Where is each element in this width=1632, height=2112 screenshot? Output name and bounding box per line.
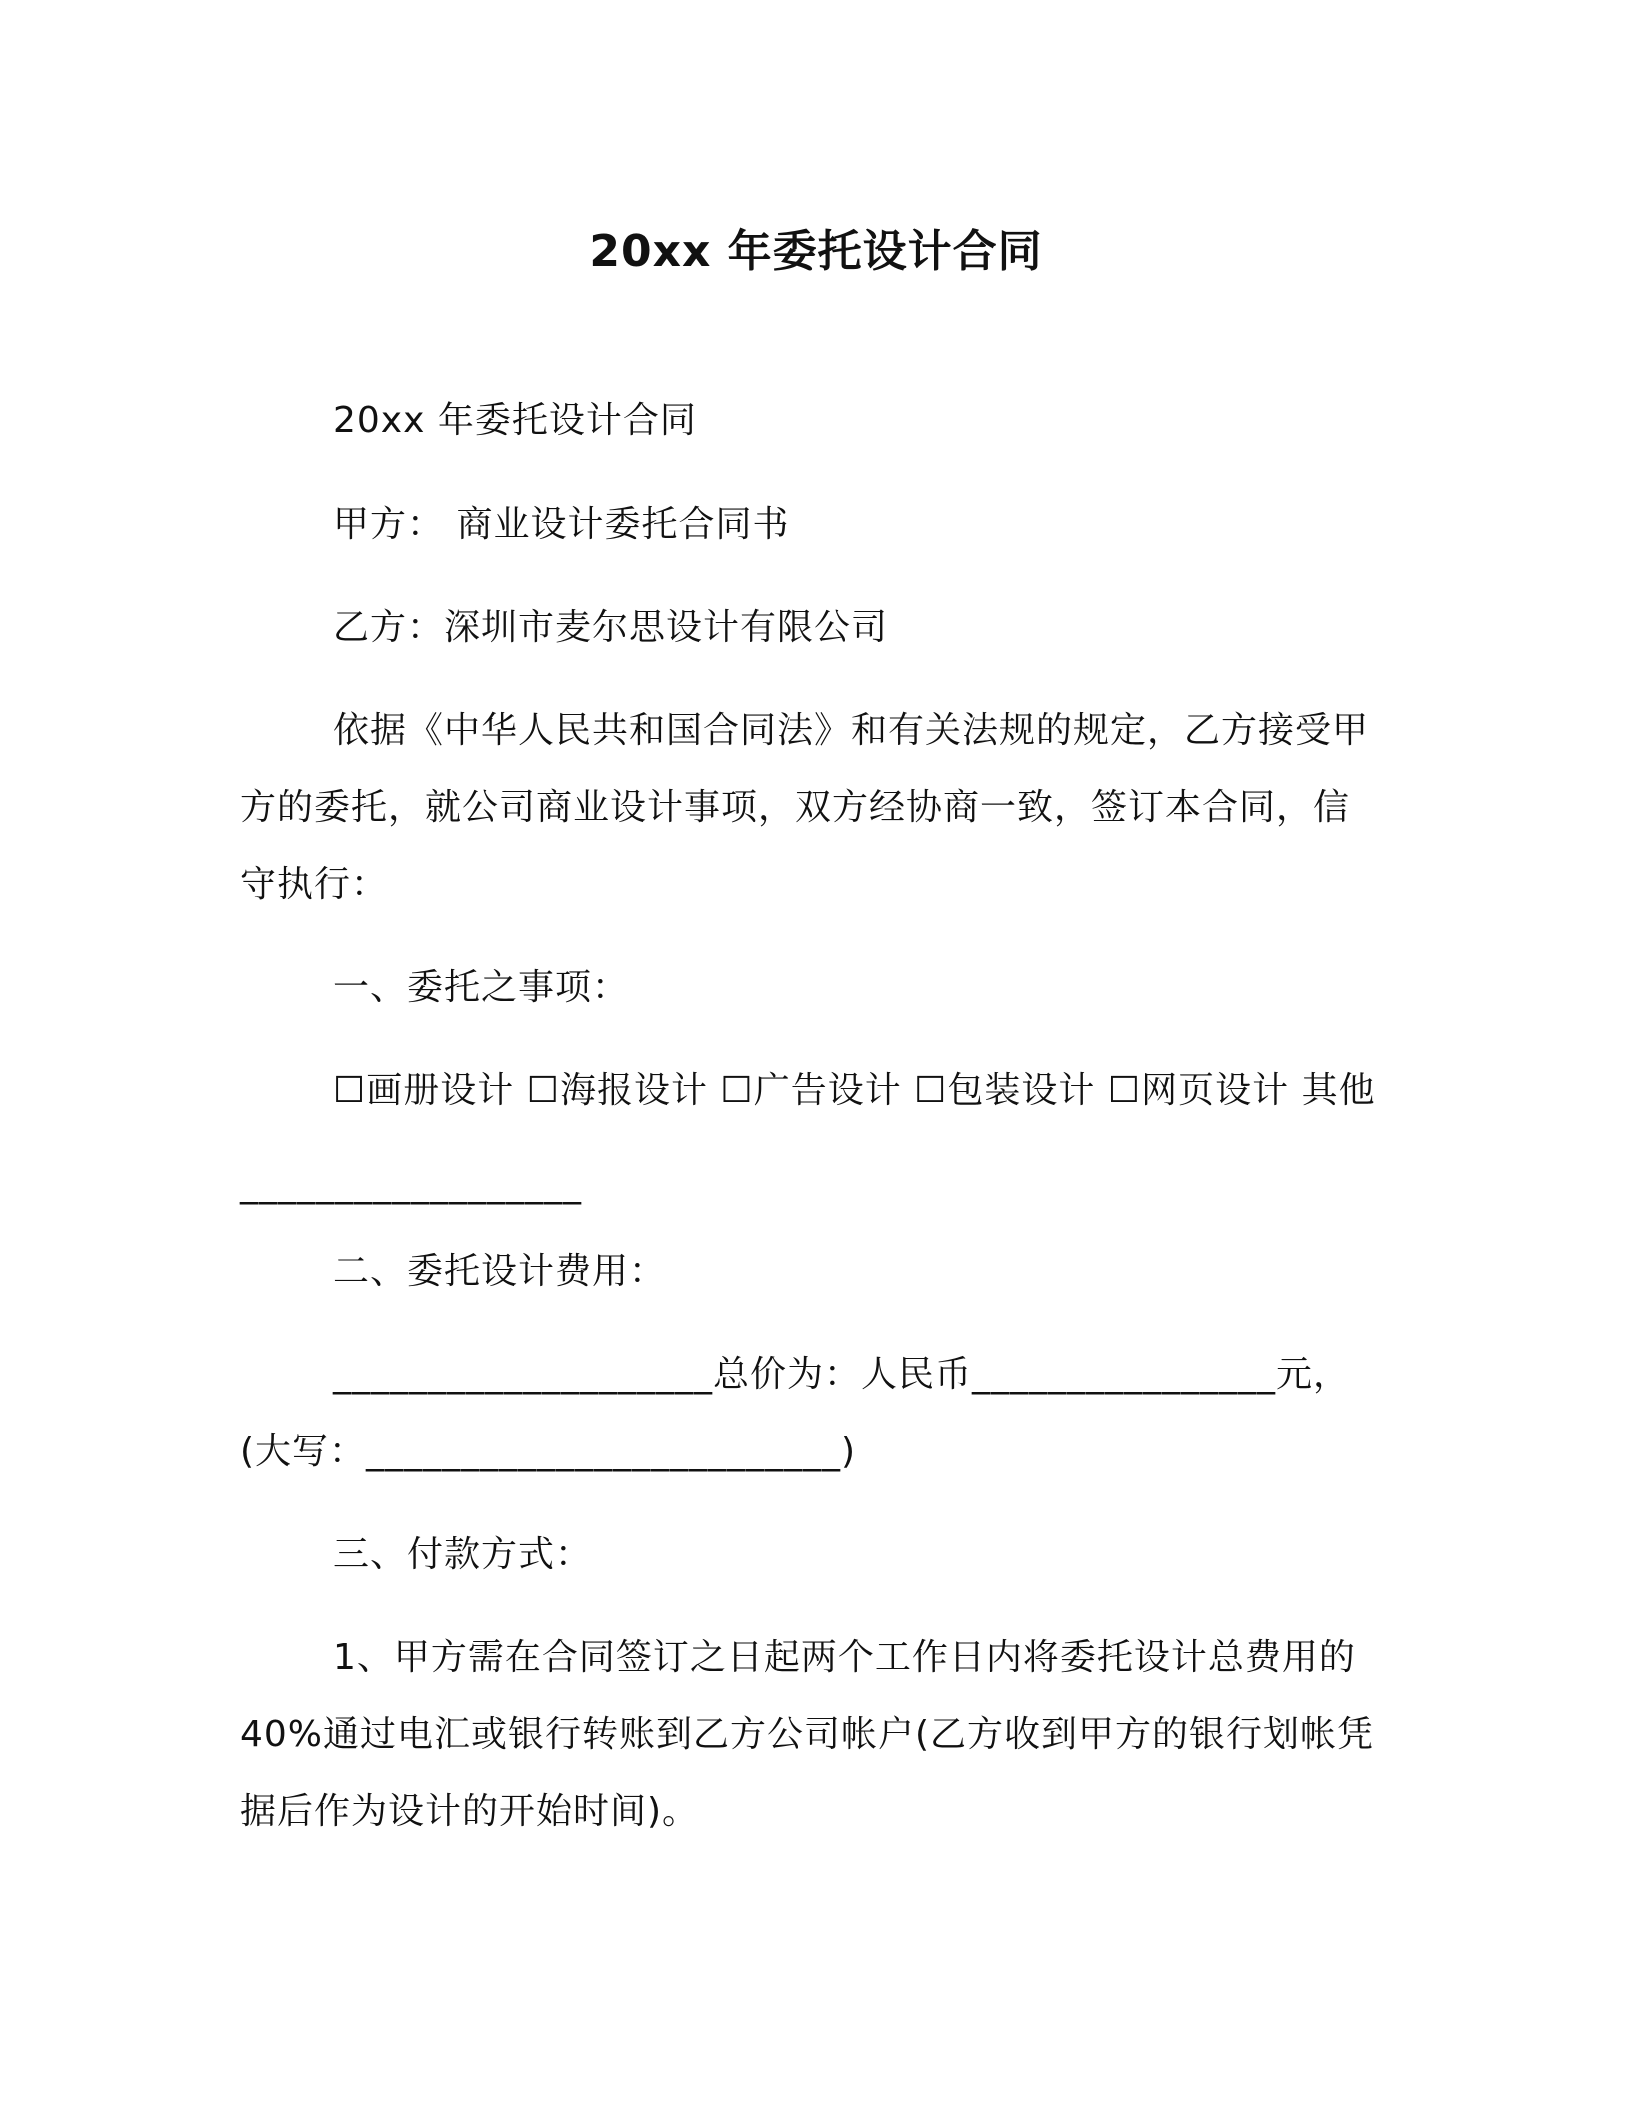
document-title: 20xx 年委托设计合同	[589, 226, 1043, 277]
preamble-line-2: 方的委托，就公司商业设计事项，双方经协商一致，签订本合同，信	[240, 787, 1351, 828]
section-2-heading: 二、委托设计费用：	[333, 1251, 667, 1292]
design-items-line: ☐画册设计 ☐海报设计 ☐广告设计 ☐包装设计 ☐网页设计 其他	[333, 1070, 1376, 1111]
preamble-line-1: 依据《中华人民共和国合同法》和有关法规的规定，乙方接受甲	[333, 710, 1370, 751]
payment-line-3: 据后作为设计的开始时间)。	[240, 1791, 700, 1832]
design-items-blank: __________________	[240, 1164, 582, 1205]
preamble-line-3: 守执行：	[240, 864, 389, 905]
subtitle-line: 20xx 年委托设计合同	[333, 400, 697, 441]
fee-line-2: (大写：_________________________)	[240, 1431, 857, 1472]
section-1-heading: 一、委托之事项：	[333, 967, 630, 1008]
party-b-line: 乙方：深圳市麦尔思设计有限公司	[333, 607, 889, 648]
party-a-line: 甲方： 商业设计委托合同书	[333, 504, 790, 545]
section-3-heading: 三、付款方式：	[333, 1534, 593, 1575]
fee-line-1: ____________________总价为：人民币________________元，	[333, 1354, 1351, 1395]
payment-line-1: 1、甲方需在合同签订之日起两个工作日内将委托设计总费用的	[333, 1637, 1356, 1678]
payment-line-2: 40%通过电汇或银行转账到乙方公司帐户(乙方收到甲方的银行划帐凭	[240, 1714, 1375, 1755]
